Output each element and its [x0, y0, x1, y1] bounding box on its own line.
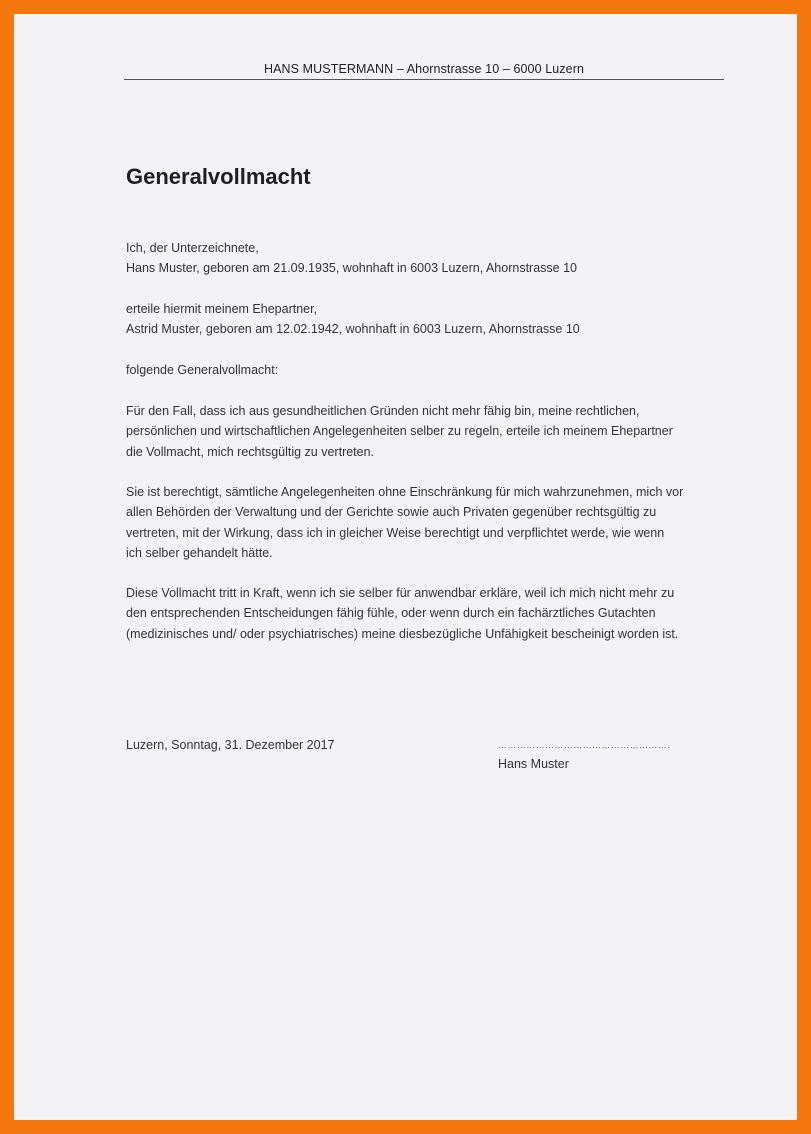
document-title: Generalvollmacht — [126, 164, 311, 189]
grantor-block — [126, 238, 726, 279]
letterhead-divider — [124, 79, 724, 80]
grantee-block — [126, 299, 726, 340]
place-date: Luzern, Sonntag, 31. Dezember 2017 — [126, 738, 335, 752]
paragraph-line: ich selber gehandelt hätte. — [126, 545, 273, 560]
paragraph-effect — [126, 583, 726, 644]
paragraph-line: Diese Vollmacht tritt in Kraft, wenn ich sie selber für anwendbar erkläre, weil ich mich nicht mehr zu — [126, 586, 675, 600]
paragraph-authority — [126, 482, 726, 563]
intro-line: folgende Generalvollmacht: — [126, 363, 279, 377]
paragraph-line: (medizinisches und/ oder psychiatrisches) meine diesbezügliche Unfähigkeit bescheinigt worden ist. — [126, 626, 679, 641]
intro-paragraph — [126, 360, 726, 380]
grantor-details: Hans Muster, geboren am 21.09.1935, wohnhaft in 6003 Luzern, Ahornstrasse 10 — [126, 261, 577, 276]
signature-name: Hans Muster — [498, 757, 569, 771]
paragraph-line: Für den Fall, dass ich aus gesundheitlichen Gründen nicht mehr fähig bin, meine rechtlichen, — [126, 404, 640, 418]
letterhead: HANS MUSTERMANN – Ahornstrasse 10 – 6000 Luzern — [263, 62, 585, 76]
paragraph-line: den entsprechenden Entscheidungen fähig fühle, oder wenn durch ein fachärztliches Gutachten — [126, 606, 656, 621]
paragraph-line: persönlichen und wirtschaftlichen Angelegenheiten selber zu regeln, erteile ich meinem Ehepartner — [126, 424, 673, 439]
grantee-details: Astrid Muster, geboren am 12.02.1942, wohnhaft in 6003 Luzern, Ahornstrasse 10 — [126, 322, 580, 337]
paragraph-condition — [126, 401, 726, 462]
paragraph-line: vertreten, mit der Wirkung, dass ich in gleicher Weise berechtigt und verpflichtet werde, wie wenn — [126, 525, 665, 540]
grantee-line: erteile hiermit meinem Ehepartner, — [126, 302, 318, 316]
paragraph-line: allen Behörden der Verwaltung und der Gerichte sowie auch Privaten gegenüber rechtsgültig zu — [126, 505, 657, 520]
paragraph-line: die Vollmacht, mich rechtsgültig zu vertreten. — [126, 444, 375, 459]
document-page — [14, 14, 797, 1120]
signature-line: ………………………………………………. — [498, 740, 671, 750]
grantor-line: Ich, der Unterzeichnete, — [126, 241, 259, 255]
paragraph-line: Sie ist berechtigt, sämtliche Angelegenheiten ohne Einschränkung für mich wahrzunehmen, mich vor — [126, 485, 684, 499]
